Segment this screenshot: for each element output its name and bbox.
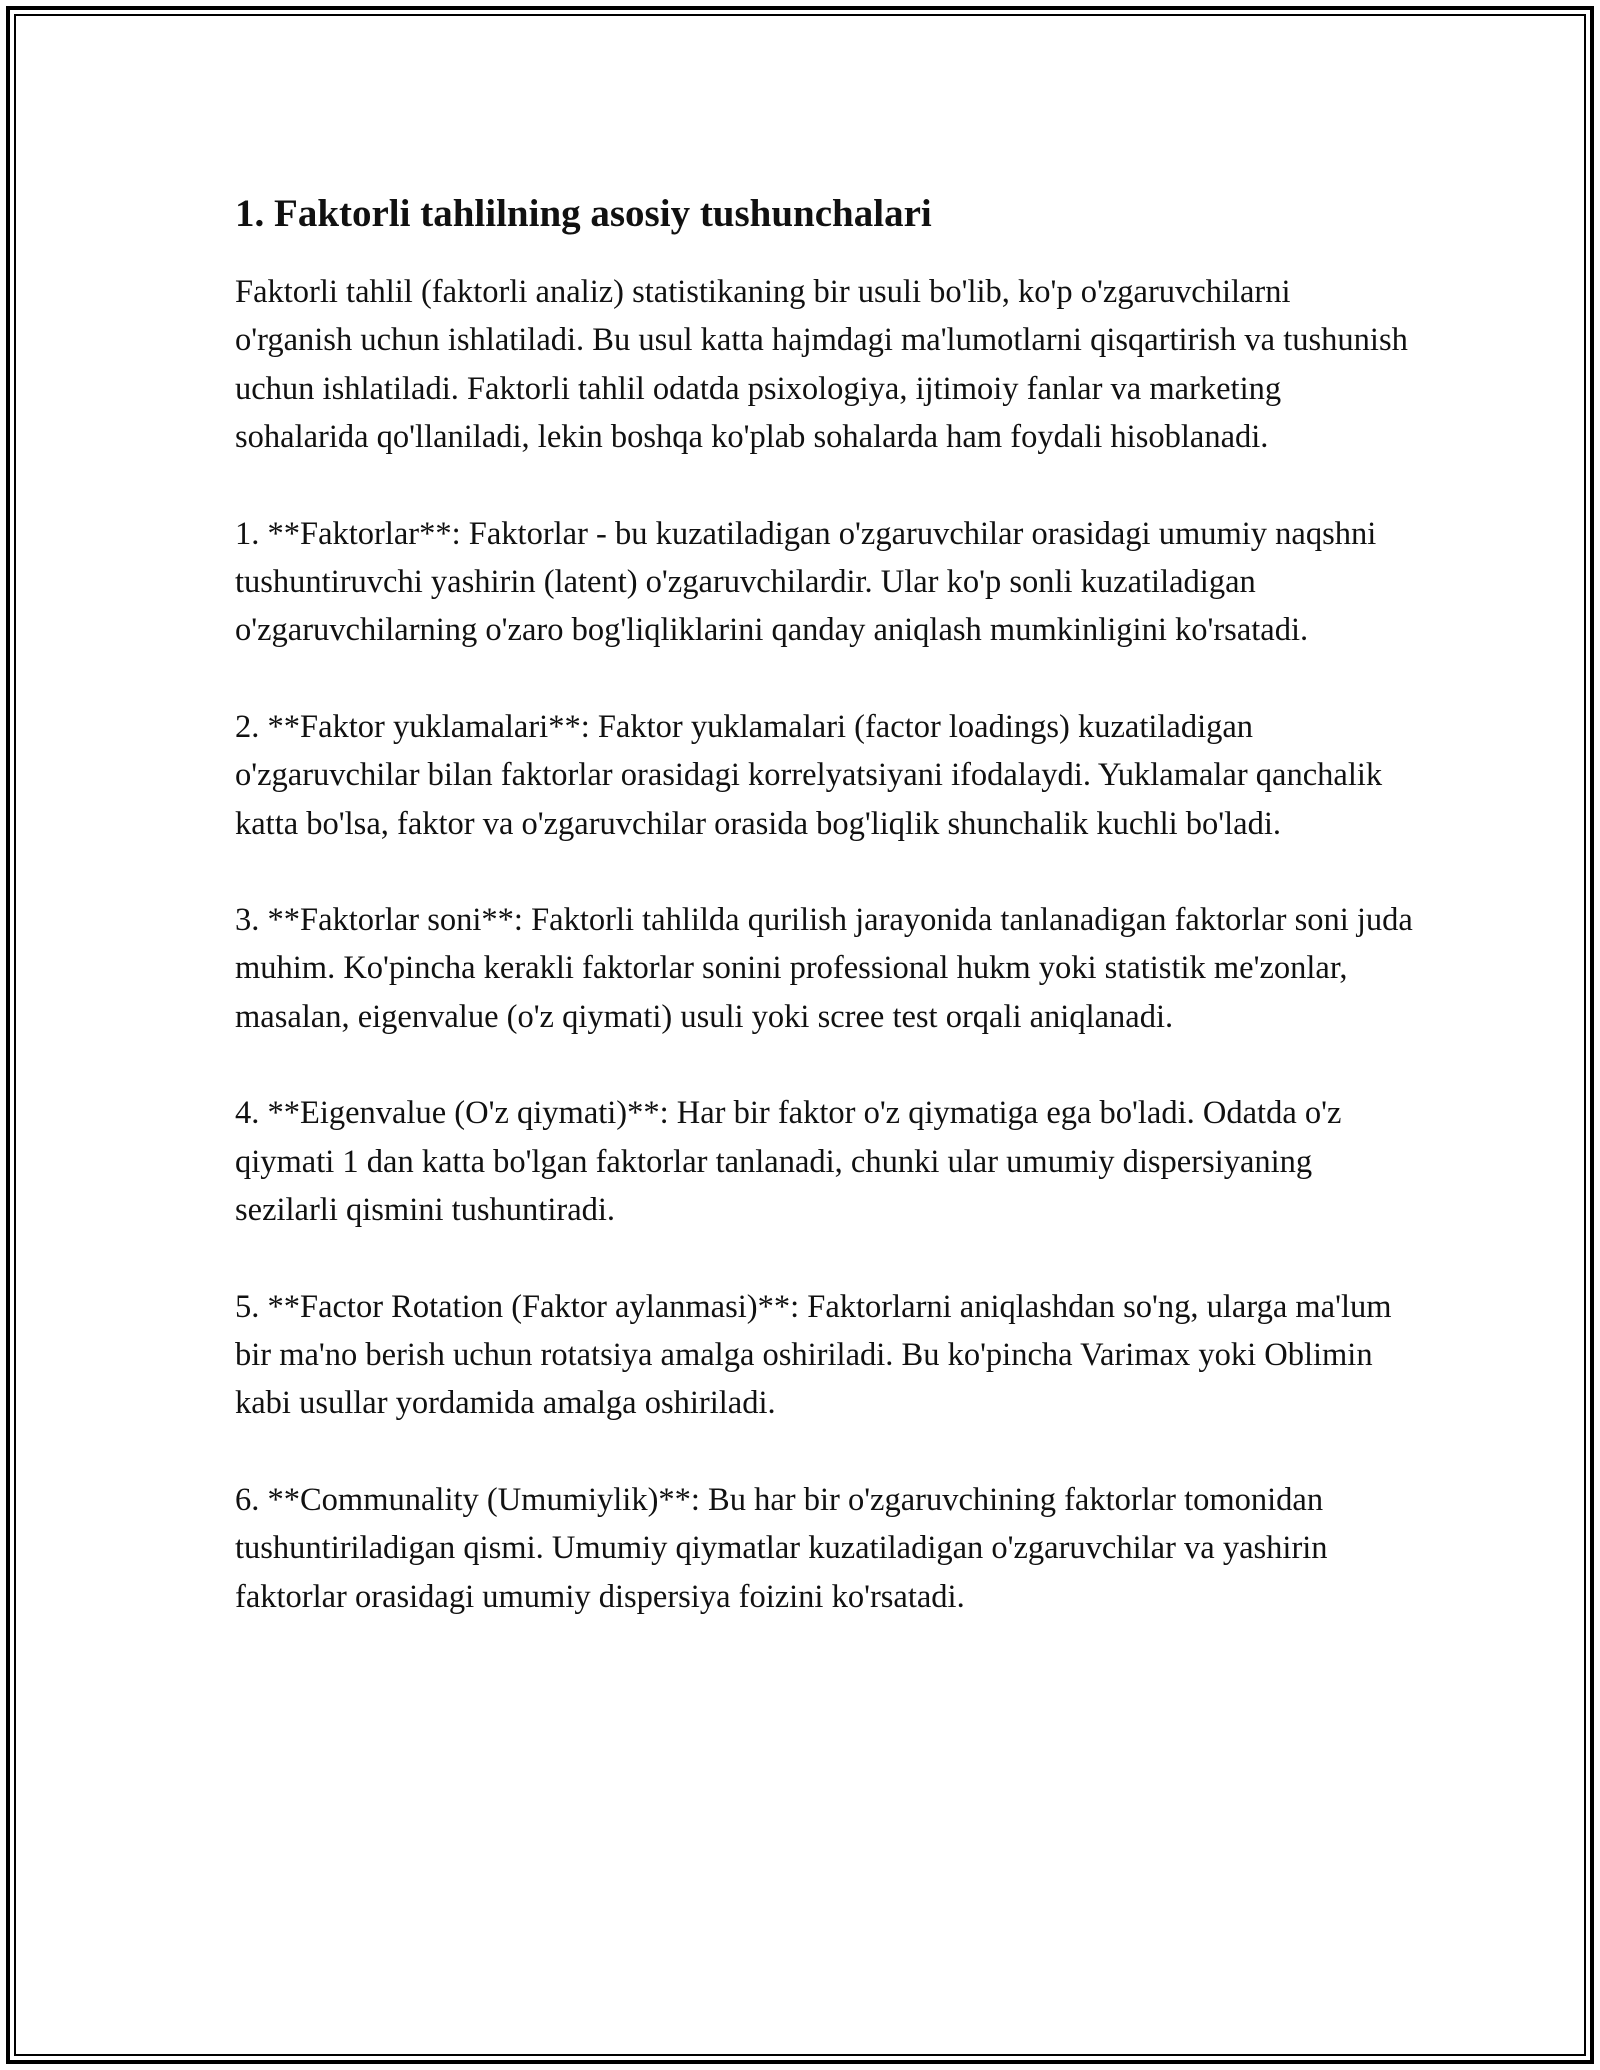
paragraph-factor-loadings: 2. **Faktor yuklamalari**: Faktor yuklamalari (factor loadings) kuzatiladigan o'zgaruvchilar bilan faktorlar orasidagi korrelyatsiyani ifodalaydi. Yuklamalar qanchalik katta bo'lsa, faktor va o'zgaruvchilar orasida bog'liqlik shunchalik kuchli bo'ladi.: [235, 708, 1383, 842]
paragraph-factors: 1. **Faktorlar**: Faktorlar - bu kuzatiladigan o'zgaruvchilar orasidagi umumiy naqshni tushuntiruvchi yashirin (latent) o'zgaruvchilardir. Ular ko'p sonli kuzatiladigan o'zgaruvchilarning o'zaro bog'liqliklarini qanday aniqlash mumkinligini ko'rsatadi.: [235, 515, 1377, 649]
intro-paragraph: Faktorli tahlil (faktorli analiz) statistikaning bir usuli bo'lib, ko'p o'zgaruvchilarni o'rganish uchun ishlatiladi. Bu usul katta hajmdagi ma'lumotlarni qisqartirish va tushunish uchun ishlatiladi. Faktorli tahlil odatda psixologiya, ijtimoiy fanlar va marketing sohalarida qo'llaniladi, lekin boshqa ko'plab sohalarda ham foydali hisoblanadi.: [235, 274, 1408, 456]
document-body: [235, 186, 1415, 1669]
paragraph-number-of-factors: 3. **Faktorlar soni**: Faktorli tahlilda qurilish jarayonida tanlanadigan faktorlar soni juda muhim. Ko'pincha kerakli faktorlar sonini professional hukm yoki statistik me'zonlar, masalan, eigenvalue (o'z qiymati) usuli yoki scree test orqali aniqlanadi.: [235, 902, 1413, 1035]
paragraph-communality: 6. **Communality (Umumiylik)**: Bu har bir o'zgaruvchining faktorlar tomonidan tushuntiriladigan qismi. Umumiy qiymatlar kuzatiladigan o'zgaruvchilar va yashirin faktorlar orasidagi umumiy dispersiya foizini ko'rsatadi.: [235, 1481, 1328, 1615]
document-title: 1. Faktorli tahlilning asosiy tushunchalari: [235, 192, 932, 235]
paragraph-factor-rotation: 5. **Factor Rotation (Faktor aylanmasi)**: Faktorlarni aniqlashdan so'ng, ularga ma'lum bir ma'no berish uchun rotatsiya amalga oshiriladi. Bu ko'pincha Varimax yoki Oblimin kabi usullar yordamida amalga oshiriladi.: [235, 1288, 1392, 1422]
paragraph-eigenvalue: 4. **Eigenvalue (O'z qiymati)**: Har bir faktor o'z qiymatiga ega bo'ladi. Odatda o'z qiymati 1 dan katta bo'lgan faktorlar tanlanadi, chunki ular umumiy dispersiyaning sezilarli qismini tushuntiradi.: [235, 1095, 1342, 1229]
